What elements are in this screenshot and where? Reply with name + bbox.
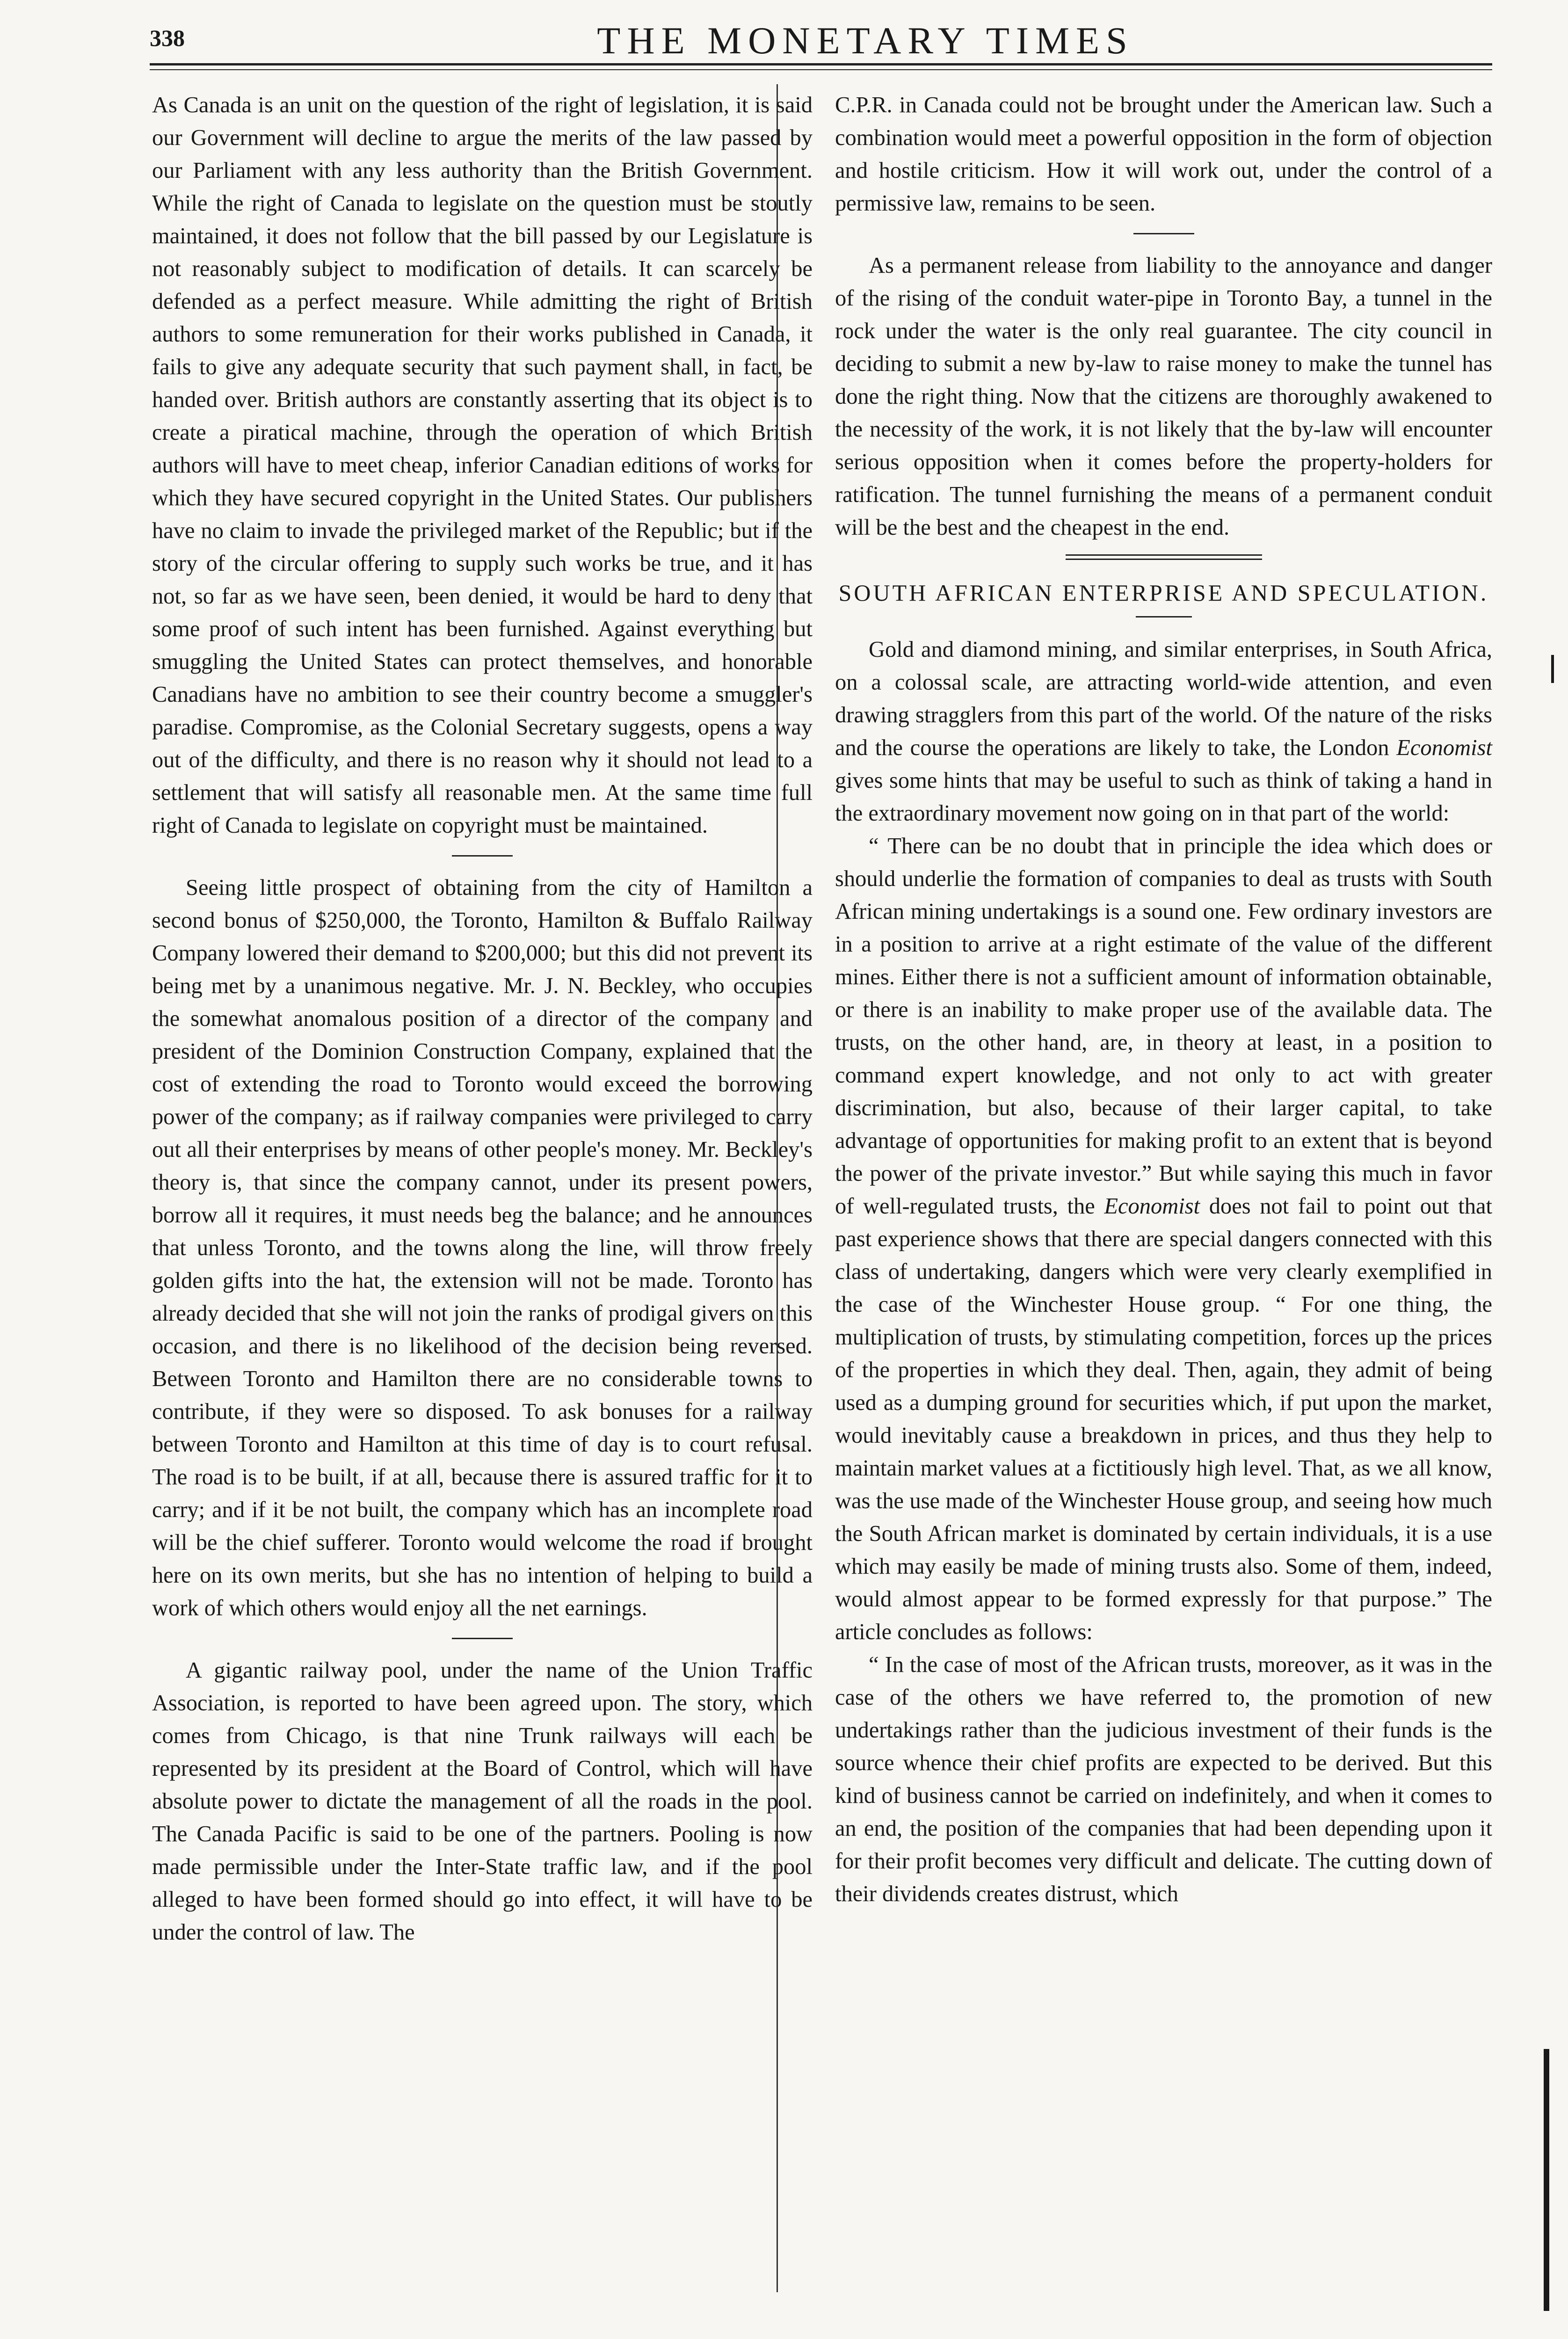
paragraph-economist-quote <box>835 830 1492 1649</box>
left-column <box>152 89 813 1949</box>
text-run: Gold and diamond mining, and similar enterprises, in South Africa, on a colossal scale, are attracting world-wide attention, and even drawing stragglers from this part of the world. Of the nature of the risks and the course the operations are likely to take, the London <box>835 637 1492 760</box>
masthead: THE MONETARY TIMES <box>597 19 1134 62</box>
header-rule <box>150 63 1492 65</box>
article-double-rule-lower <box>1066 559 1262 560</box>
paragraph-copyright: As Canada is an unit on the question of the right of legislation, it is said our Government will decline to argue the merits of the law passed by our Parliament with any less authority than the British Government. While the right of Canada to legislate on the question must be stoutly maintained, it does not follow that the bill passed by our Legislature is not reasonably subject to modification of details. It can scarcely be defended as a perfect measure. While admitting the right of British authors to some remuneration for their works published in Canada, it fails to give any adequate security that such payment shall, in fact, be handed over. British authors are constantly asserting that its object is to create a piratical machine, through the operation of which British authors will have to meet cheap, inferior Canadian editions of works for which they have secured copyright in the United States. Our publishers have no claim to invade the privileged market of the Republic; but if the story of the circular offering to supply such works be true, and it has not, so far as we have seen, been denied, it would be hard to deny that some proof of such intent has been furnished. Against everything but smuggling the United States can protect themselves, and honorable Canadians have no ambition to see their country become a smuggler's paradise. Compromise, as the Colonial Secretary suggests, opens a way out of the difficulty, and there is no reason why it should not lead to a settlement that will satisfy all reasonable men. At the same time full right of Canada to legislate on copyright must be maintained. <box>152 93 813 838</box>
paragraph-conclusion-quote: “ In the case of most of the African trusts, moreover, as it was in the case of the others we have referred to, the promotion of new undertakings rather than the judicious investment of their funds is the source whence their chief profits are expected to be derived. But this kind of business cannot be carried on indefinitely, and when it comes to an end, the position of the companies that had been depending upon it for their profit becomes very difficult and delicate. The cutting down of their dividends creates distrust, which <box>835 1652 1492 1906</box>
heading-rule <box>1136 616 1192 617</box>
publication-name: Economist <box>1396 735 1492 760</box>
paragraph-south-africa-intro <box>835 633 1492 830</box>
text-run: gives some hints that may be useful to such as think of taking a hand in the extraordinary movement now going on in that part of the world: <box>835 768 1492 826</box>
page-number: 338 <box>150 25 185 51</box>
right-column <box>835 89 1492 1910</box>
publication-name: Economist <box>1104 1194 1200 1219</box>
text-run: does not fail to point out that past experience shows that there are special dangers connected with this class of undertaking, dangers which were very clearly exemplified in the case of the Winchester House group. “ For one thing, the multiplication of trusts, by stimulating competition, forces up the prices of the properties in which they deal. Then, again, they admit of being used as a dumping ground for securities which, if put upon the market, would inevitably cause a breakdown in prices, and thus they help to maintain market values at a fictitiously high level. That, as we all know, was the use made of the Winchester House group, and seeing how much the South African market is dominated by certain individuals, it is a use which may easily be made of mining trusts also. Some of them, indeed, would almost appear to be formed expressly for that purpose.” The article concludes as follows: <box>835 1194 1492 1644</box>
paragraph-toronto-tunnel: As a permanent release from liability to the annoyance and danger of the rising of the conduit water-pipe in Toronto Bay, a tunnel in the rock under the water is the only real guarantee. The city council in deciding to submit a new by-law to raise money to make the tunnel has done the right thing. Now that the citizens are thoroughly awakened to the necessity of the work, it is not likely that the by-law will encounter serious opposition when it comes before the property-holders for ratification. The tunnel furnishing the means of a permanent conduit will be the best and the cheapest in the end. <box>835 253 1492 540</box>
paragraph-hamilton-railway: Seeing little prospect of obtaining from the city of Hamilton a second bonus of $250,000, the Toronto, Hamilton & Buffalo Railway Company lowered their demand to $200,000; but this did not prevent its being met by a unanimous negative. Mr. J. N. Beckley, who occupies the somewhat anomalous position of a director of the company and president of the Dominion Construction Company, explained that the cost of extending the road to Toronto would exceed the borrowing power of the company; as if railway companies were privileged to carry out all their enterprises by means of other people's money. Mr. Beckley's theory is, that since the company cannot, under its present powers, borrow all it requires, it must needs beg the balance; and he announces that unless Toronto, and the towns along the line, will throw freely golden gifts into the hat, the extension will not be made. Toronto has already decided that she will not join the ranks of prodigal givers on this occasion, and there is no likelihood of the decision being reversed. Between Toronto and Hamilton there are no considerable towns to contribute, if they were so disposed. To ask bonuses for a railway between Toronto and Hamilton at this time of day is to court refusal. The road is to be built, if at all, because there is assured traffic for it to carry; and if it be not built, the company which has an incomplete road will be the chief sufferer. Toronto would welcome the road if brought here on its own merits, but she has no intention of helping to build a work of which others would enjoy all the net earnings. <box>152 875 813 1620</box>
binding-shadow <box>1544 2049 1549 2311</box>
section-separator <box>452 855 513 857</box>
section-separator <box>1133 233 1194 234</box>
section-separator <box>452 1638 513 1639</box>
header-rule-thin <box>150 69 1492 70</box>
paragraph-cpr: C.P.R. in Canada could not be brought under the American law. Such a combination would meet a powerful opposition in the form of objection and hostile criticism. How it will work out, under the control of a permissive law, remains to be seen. <box>835 93 1492 216</box>
binding-shadow <box>1551 655 1554 683</box>
article-heading: SOUTH AFRICAN ENTERPRISE AND SPECULATION. <box>838 580 1489 606</box>
paragraph-railway-pool: A gigantic railway pool, under the name of the Union Traffic Association, is reported to have been agreed upon. The story, which comes from Chicago, is that nine Trunk railways will each be represented by its president at the Board of Control, which will have absolute power to dictate the management of all the roads in the pool. The Canada Pacific is said to be one of the partners. Pooling is now made permissible under the Inter-State traffic law, and if the pool alleged to have been formed should go into effect, it will have to be under the control of law. The <box>152 1658 813 1945</box>
text-run: “ There can be no doubt that in principle the idea which does or should underlie the formation of companies to deal as trusts with South African mining undertakings is a sound one. Few ordinary investors are in a position to arrive at a right estimate of the value of the different mines. Either there is not a sufficient amount of information obtainable, or there is an inability to make proper use of the available data. The trusts, on the other hand, are, in theory at least, in a position to command expert knowledge, and not only to act with greater discrimination, but also, because of their larger capital, to take advantage of opportunities for making profit to an extent that is beyond the power of the private investor.” But while saying this much in favor of well-regulated trusts, the <box>835 834 1492 1219</box>
article-double-rule <box>1066 554 1262 556</box>
